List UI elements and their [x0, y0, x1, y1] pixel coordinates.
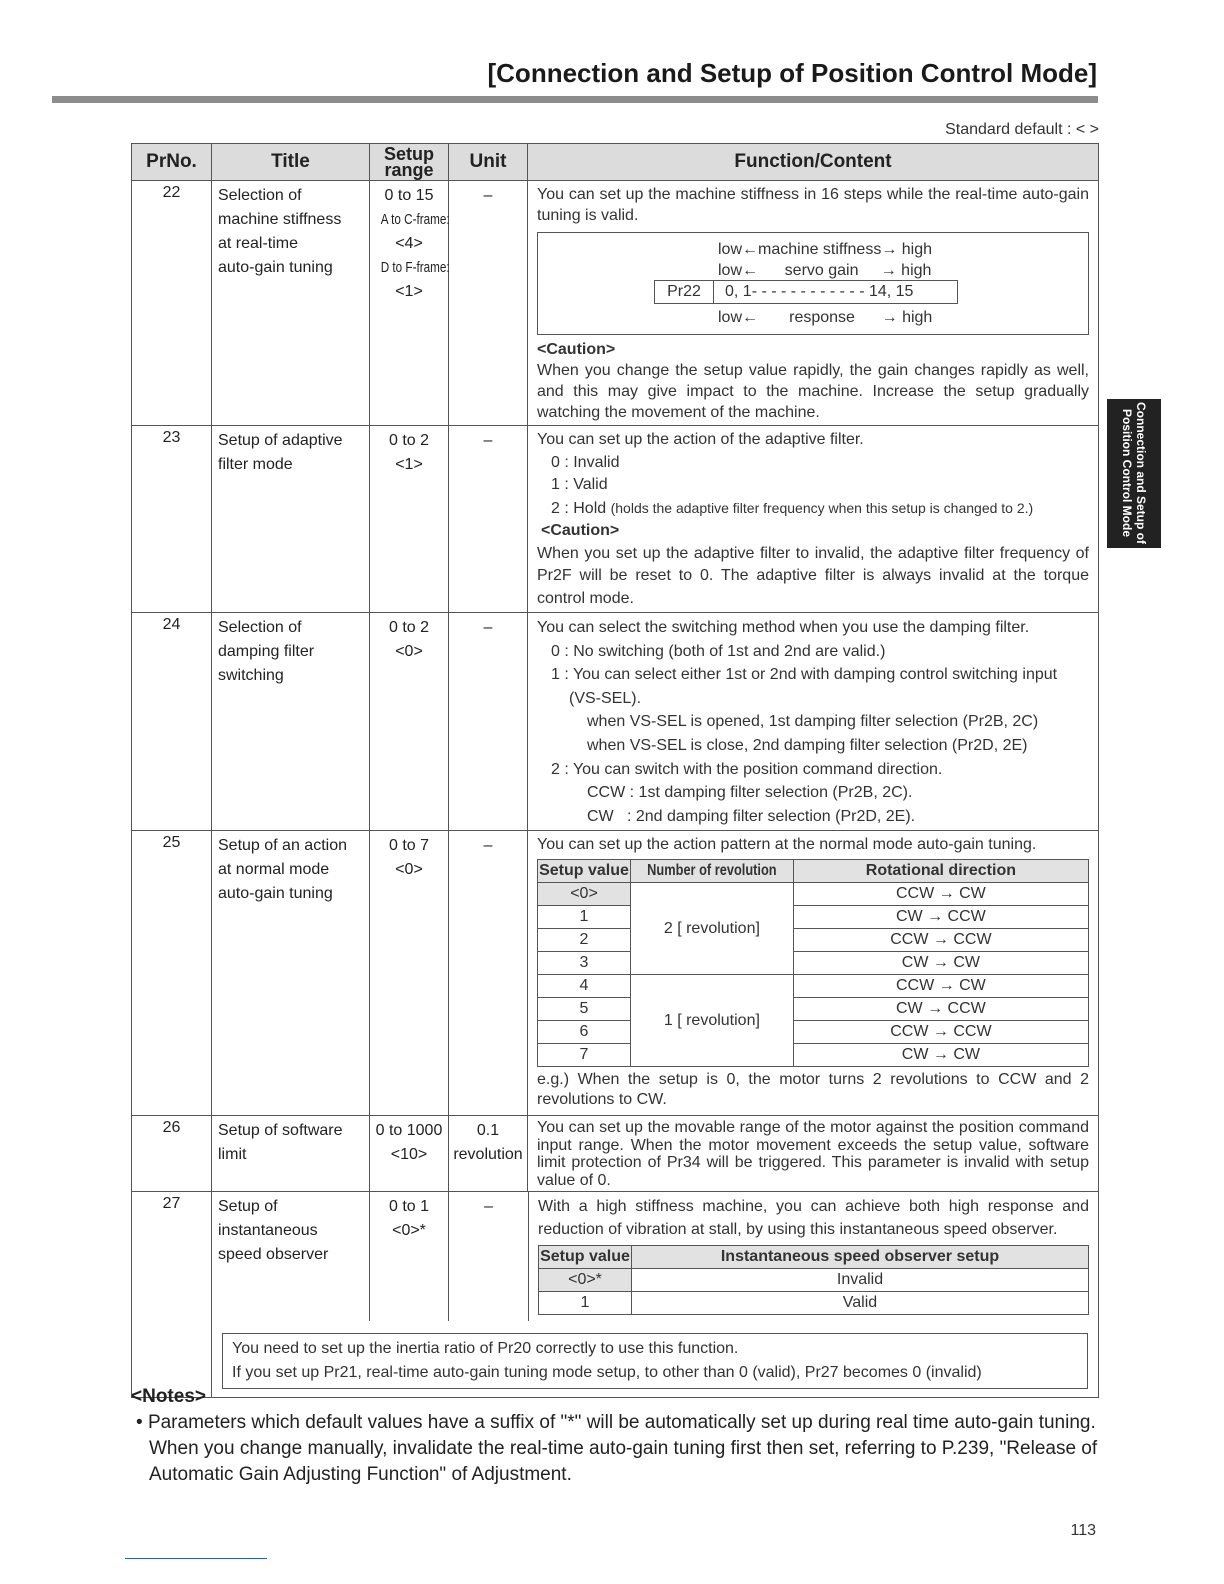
- prno-cell: 25: [132, 831, 212, 1116]
- notes-body: [136, 1410, 1098, 1488]
- title-line: Setup of adaptive: [218, 432, 343, 449]
- title-cell: [212, 426, 370, 613]
- notes-item: [136, 1410, 1098, 1488]
- side-tab-line2: Position Control Mode: [1120, 409, 1134, 537]
- option-0: 0 : No switching (both of 1st and 2nd are valid.): [551, 642, 886, 660]
- caution-text: When you set up the adaptive filter to invalid, the adaptive filter frequency of Pr2F will be reset to 0. The adaptive filter is always invalid at the torque control mode.: [537, 544, 1089, 607]
- title-line: instantaneous: [218, 1222, 318, 1240]
- title-cell: [212, 1116, 370, 1192]
- title-line: Selection of: [218, 619, 302, 636]
- pattern-header-setup: Setup value: [538, 860, 631, 883]
- range-value: 0 to 7: [388, 837, 430, 855]
- range-value: 0 to 2: [388, 432, 430, 449]
- pattern-row: [538, 883, 1089, 906]
- side-tab-label: [1120, 402, 1148, 544]
- standard-default-legend: Standard default : < >: [945, 121, 1099, 138]
- pr22-scale-box: [654, 280, 958, 304]
- pattern-setup-value: 3: [538, 952, 631, 975]
- pattern-row: [538, 975, 1089, 998]
- unit-cell: –: [449, 831, 528, 1116]
- function-intro: You can set up the machine stiffness in 16 steps while the real-time auto-gain tuning is valid.: [537, 186, 1089, 224]
- title-cell: [212, 181, 370, 426]
- header-setup-line1: Setup: [383, 144, 434, 164]
- unit-label: revolution: [453, 1146, 523, 1164]
- pattern-row: [538, 952, 1089, 975]
- function-intro: You can select the switching method when you use the damping filter.: [537, 619, 1030, 636]
- observer-setup-value: 1: [539, 1292, 632, 1315]
- table-row-pr22: [132, 181, 1099, 426]
- function-cell: [528, 426, 1099, 613]
- header-prno: PrNo.: [132, 144, 212, 181]
- pattern-direction: CCW → CCW: [793, 1021, 1088, 1044]
- side-tab-line1: Connection and Setup of: [1134, 402, 1148, 544]
- range-default: <0>: [395, 861, 423, 879]
- pattern-setup-value: 7: [538, 1044, 631, 1067]
- title-line: auto-gain tuning: [218, 259, 333, 276]
- title-line: switching: [218, 667, 284, 684]
- pattern-setup-value: 6: [538, 1021, 631, 1044]
- unit-value: 0.1: [476, 1122, 500, 1140]
- function-intro: You can set up the action pattern at the normal mode auto-gain tuning.: [537, 836, 1037, 854]
- range-value: 0 to 2: [388, 619, 430, 636]
- range-cell: [370, 426, 449, 613]
- unit-cell: [449, 1116, 528, 1192]
- prno-cell: 24: [132, 613, 212, 831]
- title-line: Setup of software: [218, 1122, 343, 1140]
- observer-setting: Valid: [632, 1292, 1089, 1315]
- title-line: limit: [218, 1146, 247, 1164]
- option-invalid: 0 : Invalid: [551, 453, 620, 471]
- pattern-direction: CW → CW: [793, 1044, 1088, 1067]
- observer-row: [539, 1269, 1089, 1292]
- pattern-revolution-group-2: 2 [ revolution]: [631, 883, 794, 975]
- option-hold-label: 2 : Hold: [551, 499, 607, 517]
- caution-title: <Caution>: [541, 522, 620, 539]
- unit-cell: –: [449, 181, 528, 426]
- title-line: at real-time: [218, 235, 299, 252]
- notes-bullet: •: [136, 1412, 143, 1433]
- header-unit: Unit: [449, 144, 528, 181]
- option-1-detail: when VS-SEL is opened, 1st damping filter selection (Pr2B, 2C): [587, 713, 1039, 731]
- title-line: damping filter: [218, 643, 315, 660]
- speed-observer-table: [538, 1245, 1089, 1315]
- option-hold: [537, 497, 1089, 521]
- pattern-direction: CW → CW: [793, 952, 1088, 975]
- table-row-pr24: [132, 613, 1099, 831]
- pattern-setup-value: <0>: [538, 883, 631, 906]
- title-line: Setup of an action: [218, 837, 347, 855]
- table-row-pr26: [132, 1116, 1099, 1192]
- observer-setup-value: <0>*: [539, 1269, 632, 1292]
- auto-gain-pattern-table: [537, 859, 1089, 1067]
- header-setup-range: [370, 144, 449, 181]
- option-hold-note: (holds the adaptive filter frequency when this setup is changed to 2.): [610, 499, 1034, 516]
- section-side-tab[interactable]: [1107, 399, 1161, 548]
- notes-text: Parameters which default values have a suffix of "*" will be automatically set up during real time auto-gain tuning. When you change manually, invalidate the real-time auto-gain tuning first then set, referring to P.239, "Release of Automatic Gain Adjusting Function" of Adjustment.: [147, 1412, 1098, 1485]
- pattern-direction: CCW → CW: [793, 883, 1088, 906]
- title-line: Setup of: [218, 1198, 278, 1216]
- range-cell: [370, 1192, 449, 1321]
- pattern-header-direction: Rotational direction: [793, 860, 1088, 883]
- caution-title: <Caution>: [537, 341, 616, 358]
- range-value: 0 to 1: [388, 1198, 430, 1216]
- range-default: <10>: [390, 1146, 428, 1164]
- title-line: speed observer: [218, 1246, 329, 1264]
- table-row-pr27: [132, 1192, 1099, 1398]
- pattern-setup-value: 5: [538, 998, 631, 1021]
- pattern-direction: CW → CCW: [793, 998, 1088, 1021]
- observer-header-row: [539, 1246, 1089, 1269]
- observer-note-line: If you set up Pr21, real-time auto-gain tuning mode setup, to other than 0 (valid), Pr27 becomes 0 (invalid): [232, 1364, 982, 1382]
- range-default: <0>: [395, 643, 423, 660]
- function-cell: [528, 831, 1099, 1116]
- unit-cell: –: [449, 426, 528, 613]
- prno-cell: 27: [132, 1192, 212, 1398]
- observer-note-box: [222, 1333, 1088, 1389]
- pattern-direction: CCW → CCW: [793, 929, 1088, 952]
- observer-setting: Invalid: [632, 1269, 1089, 1292]
- range-cell: [370, 831, 449, 1116]
- option-1: 1 : You can select either 1st or 2nd with damping control switching input: [551, 666, 1058, 684]
- page-title: [Connection and Setup of Position Control Mode]: [487, 58, 1097, 88]
- page-number: 113: [1070, 1522, 1096, 1539]
- pattern-setup-value: 4: [538, 975, 631, 998]
- function-intro: With a high stiffness machine, you can achieve both high response and reduction of vibration at stall, by using this instantaneous speed observer.: [538, 1198, 1089, 1239]
- function-cell: You can set up the movable range of the motor against the position command input range. When the motor movement exceeds the setup value, software limit protection of Pr34 will be triggered. This parameter is invalid with setup value of 0.: [528, 1116, 1099, 1192]
- footer-link-line: [125, 1558, 267, 1559]
- range-frame-label: D to F-frame:: [380, 259, 450, 276]
- range-value: 0 to 1000: [375, 1122, 443, 1140]
- range-default: <1>: [395, 456, 423, 473]
- title-rule: [52, 96, 1098, 103]
- pattern-row: [538, 906, 1089, 929]
- option-1-cont: (VS-SEL).: [569, 689, 642, 707]
- range-default: <0>*: [392, 1222, 426, 1240]
- option-1-detail: when VS-SEL is close, 2nd damping filter selection (Pr2D, 2E): [587, 736, 1028, 754]
- title-line: filter mode: [218, 456, 293, 473]
- unit-cell: –: [449, 613, 528, 831]
- pattern-setup-value: 1: [538, 906, 631, 929]
- title-cell: [212, 1192, 370, 1321]
- notes-title: <Notes>: [131, 1386, 206, 1407]
- pattern-example: e.g.) When the setup is 0, the motor turns 2 revolutions to CCW and 2 revolutions to CW.: [537, 1071, 1089, 1109]
- pattern-header-revolution: [631, 860, 794, 883]
- pattern-direction: CW → CCW: [793, 906, 1088, 929]
- observer-row: [539, 1292, 1089, 1315]
- title-cell: [212, 831, 370, 1116]
- function-cell: [528, 181, 1099, 426]
- function-intro: You can set up the action of the adaptive filter.: [537, 431, 864, 448]
- pattern-revolution-group-1: 1 [ revolution]: [631, 975, 794, 1067]
- range-frame-label: A to C-frame:: [380, 211, 450, 228]
- range-cell: [370, 613, 449, 831]
- prno-cell: 26: [132, 1116, 212, 1192]
- range-value: 0 to 15: [384, 187, 434, 204]
- pattern-direction: CCW → CW: [793, 975, 1088, 998]
- servo-gain-line: low← servo gain → high: [718, 262, 932, 279]
- table-row-pr23: [132, 426, 1099, 613]
- prno-cell: 23: [132, 426, 212, 613]
- table-row-pr25: [132, 831, 1099, 1116]
- header-title: Title: [212, 144, 370, 181]
- header-setup-line2: range: [384, 160, 434, 180]
- response-line: low← response → high: [718, 309, 933, 326]
- option-valid: 1 : Valid: [551, 476, 608, 493]
- row-27-columns: [212, 1192, 1098, 1321]
- prno-cell: 22: [132, 181, 212, 426]
- function-cell: [528, 613, 1099, 831]
- observer-header-setup: Setup value: [539, 1246, 632, 1269]
- pr22-values: 0, 1- - - - - - - - - - - - 14, 15: [725, 283, 914, 300]
- function-cell: [529, 1192, 1098, 1321]
- pr22-label: Pr22: [655, 281, 714, 303]
- option-2-detail: CW : 2nd damping filter selection (Pr2D, 2E).: [587, 807, 916, 825]
- pattern-header-row: [538, 860, 1089, 883]
- caution-text: When you change the setup value rapidly, the gain changes rapidly as well, and this may give impact to the machine. Increase the setup gradually watching the movement of the machine.: [537, 362, 1089, 421]
- option-2: 2 : You can switch with the position command direction.: [551, 760, 943, 778]
- stiffness-diagram: [537, 232, 1089, 335]
- pattern-header-revolution-label: Number of revolution: [647, 862, 777, 880]
- observer-note-line: You need to set up the inertia ratio of Pr20 correctly to use this function.: [232, 1340, 739, 1358]
- pattern-row: [538, 929, 1089, 952]
- option-2-detail: CCW : 1st damping filter selection (Pr2B, 2C).: [587, 784, 913, 802]
- title-cell: [212, 613, 370, 831]
- stiffness-line: low←machine stiffness→ high: [718, 241, 933, 258]
- range-cell: [370, 181, 449, 426]
- row-27-body: [212, 1192, 1099, 1398]
- title-line: auto-gain tuning: [218, 885, 333, 903]
- title-line: machine stiffness: [218, 211, 342, 228]
- pattern-row: [538, 1021, 1089, 1044]
- pattern-setup-value: 2: [538, 929, 631, 952]
- range-cell: [370, 1116, 449, 1192]
- unit-cell: –: [449, 1192, 529, 1321]
- range-default: <1>: [395, 283, 423, 300]
- observer-header-setting: Instantaneous speed observer setup: [632, 1246, 1089, 1269]
- title-line: at normal mode: [218, 861, 330, 879]
- pattern-row: [538, 1044, 1089, 1067]
- title-line: Selection of: [218, 187, 302, 204]
- pattern-row: [538, 998, 1089, 1021]
- parameter-table: [131, 143, 1099, 1398]
- parameter-table-header: [132, 144, 1099, 181]
- header-function: Function/Content: [528, 144, 1099, 181]
- range-default: <4>: [395, 235, 423, 252]
